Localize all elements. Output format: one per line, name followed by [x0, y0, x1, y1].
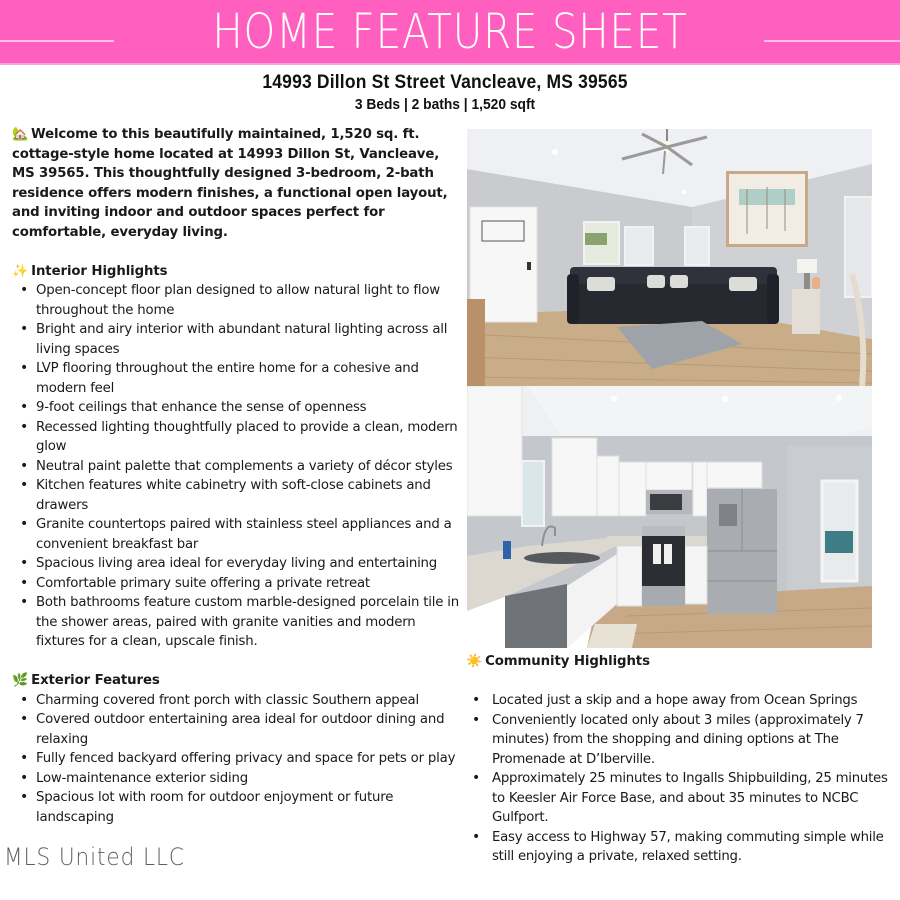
exterior-heading: 🌿 Exterior Features [12, 673, 160, 688]
list-item: • Approximately 25 minutes to Ingalls Shipbuilding, 25 minutes to Keesler Air Force Base, and about 35 minutes to NCBC Gulfport. [466, 769, 900, 828]
list-item: • LVP flooring throughout the entire home for a cohesive and modern feel [12, 359, 460, 398]
interior-list [12, 281, 460, 652]
exterior-list [12, 691, 460, 828]
herb-icon: 🌿 [12, 673, 29, 688]
list-item: • Granite countertops paired with stainless steel appliances and a convenient breakfast bar [12, 515, 460, 554]
list-item: • Charming covered front porch with classic Southern appeal [12, 691, 460, 711]
list-item: • Open-concept floor plan designed to allow natural light to flow throughout the home [12, 281, 460, 320]
list-item: • Located just a skip and a hope away from Ocean Springs [466, 691, 900, 711]
list-item: • Comfortable primary suite offering a private retreat [12, 574, 460, 594]
list-item: • Both bathrooms feature custom marble-designed porcelain tile in the shower areas, paired with granite vanities and modern fixtures for a clean, upscale finish. [12, 593, 460, 652]
community-heading: ☀️ Community Highlights [466, 654, 650, 669]
list-item: • Fully fenced backyard offering privacy and space for pets or play [12, 749, 460, 769]
intro-paragraph [12, 125, 460, 242]
interior-heading: ✨ Interior Highlights [12, 263, 168, 279]
house-with-garden-icon: 🏡 [12, 127, 29, 142]
header-banner [0, 0, 900, 65]
list-item: • Low-maintenance exterior siding [12, 769, 460, 789]
list-item: • 9-foot ceilings that enhance the sense of openness [12, 398, 460, 418]
left-column [12, 125, 460, 827]
kitchen-photo [467, 386, 872, 648]
property-specs: 3 Beds | 2 baths | 1,520 sqft [354, 96, 536, 113]
property-address: 14993 Dillon St Street Vancleave, MS 39565 [262, 72, 628, 93]
list-item: • Spacious living area ideal for everyday living and entertaining [12, 554, 460, 574]
page-title: HOME FEATURE SHEET [212, 4, 688, 60]
list-item: • Neutral paint palette that complements a variety of décor styles [12, 457, 460, 477]
sparkles-icon: ✨ [12, 263, 29, 279]
list-item: • Easy access to Highway 57, making commuting simple while still enjoying a private, relaxed setting. [466, 828, 900, 867]
list-item: • Kitchen features white cabinetry with soft-close cabinets and drawers [12, 476, 460, 515]
list-item: • Recessed lighting thoughtfully placed to provide a clean, modern glow [12, 418, 460, 457]
list-item: • Conveniently located only about 3 miles (approximately 7 minutes) from the shopping and dining options at The Promenade at D’Iberville. [466, 711, 900, 770]
sun-icon: ☀️ [466, 654, 483, 669]
community-section [466, 652, 900, 867]
community-list [466, 691, 900, 867]
living-room-photo [467, 129, 872, 386]
list-item: • Covered outdoor entertaining area ideal for outdoor dining and relaxing [12, 710, 460, 749]
intro-text: Welcome to this beautifully maintained, 1,520 sq. ft. cottage-style home located at 14993 Dillon St, Vancleave, MS 39565. This thoughtfully designed 3-bedroom, 2-bath residence offers modern finishes, a functional open layout, and inviting indoor and outdoor spaces perfect for comfortable, everyday living. [12, 127, 448, 240]
list-item: • Spacious lot with room for outdoor enjoyment or future landscaping [12, 788, 460, 827]
mls-watermark: MLS United LLC [4, 843, 185, 871]
list-item: • Bright and airy interior with abundant natural lighting across all living spaces [12, 320, 460, 359]
